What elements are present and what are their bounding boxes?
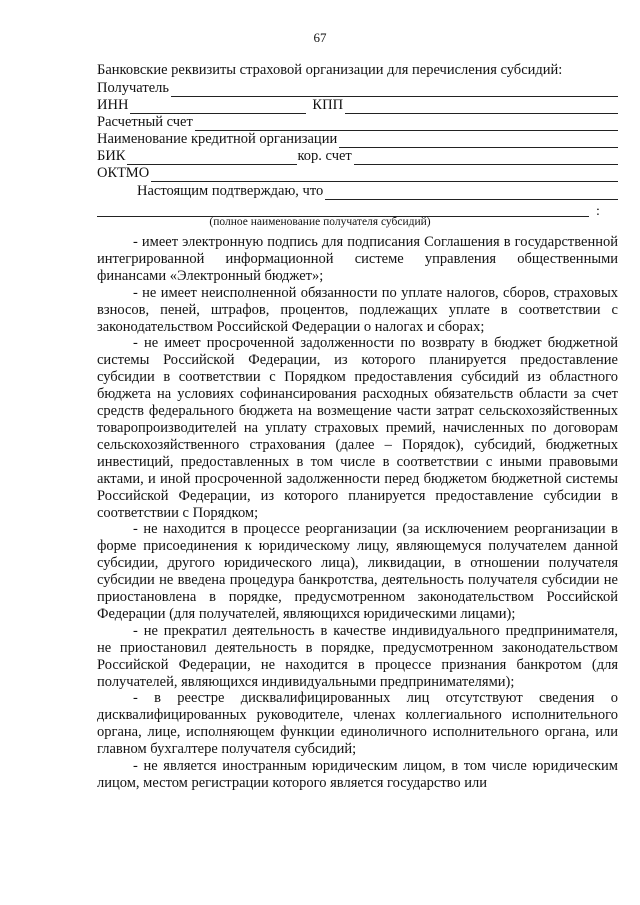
- condition-paragraph: - не является иностранным юридическим лицом, в том числе юридическим лицом, местом регистрации которого является государство или: [97, 758, 618, 791]
- account-field-line: [195, 116, 618, 131]
- recipient-label: Получатель: [97, 80, 169, 96]
- bank-name-field-line: [339, 133, 618, 148]
- bik-field-line: [127, 150, 297, 165]
- condition-paragraph: - не имеет просроченной задолженности по возврату в бюджет бюджетной системы Российской Федерации, из которого планируется предоставление субсидии в соответствии с Порядком предоставления субсидий из областного бюджета на условиях софинансирования расходных обязательств области за счет средств федерального бюджета на возмещение части затрат сельскохозяйственных товаропроизводителей на уплату страховых премий, начисленных по договорам сельскохозяйственного страхования (далее – Порядок), субсидий, бюджетных инвестиций, предоставленных в том числе в соответствии с иными правовыми актами, и иной просроченной задолженности перед бюджетом бюджетной системы Российской Федерации, из которого планируется предоставление субсидии в соответствии с Порядком;: [97, 335, 618, 521]
- account-row: [97, 114, 618, 131]
- confirm-row: [97, 183, 618, 200]
- kpp-field-line: [345, 99, 618, 114]
- bik-label: БИК: [97, 148, 126, 164]
- page-number: 67: [313, 30, 327, 45]
- conditions-body: [97, 234, 618, 792]
- confirm-label: Настоящим подтверждаю, что: [137, 183, 324, 199]
- oktmo-label: ОКТМО: [97, 165, 150, 181]
- inn-kpp-row: [97, 97, 618, 114]
- condition-paragraph: - не прекратил деятельность в качестве индивидуального предпринимателя, не приостановил деятельность в порядке, предусмотренном законодательством Российской Федерации, не находится в процессе признания банкротом (для получателей, являющихся индивидуальными предпринимателями);: [97, 622, 618, 690]
- intro-line: [97, 62, 618, 79]
- fullname-colon: :: [596, 204, 600, 219]
- bik-row: [97, 148, 618, 165]
- recipient-field-line: [171, 82, 618, 97]
- condition-paragraph: - не находится в процессе реорганизации (за исключением реорганизации в форме присоединения к юридическому лицу, являющемуся получателем данной субсидии, другого юридического лица), ликвидации, в отношении получателя субсидии не введена процедура банкротства, деятельность получателя субсидии не приостановлена в порядке, предусмотренном законодательством Российской Федерации (для получателей, являющихся юридическими лицами);: [97, 521, 618, 622]
- bank-name-label: Наименование кредитной организации: [97, 131, 338, 147]
- oktmo-field-line: [151, 167, 618, 182]
- inn-label: ИНН: [97, 97, 129, 113]
- oktmo-row: [97, 165, 618, 182]
- account-label: Расчетный счет: [97, 114, 193, 130]
- fullname-caption: (полное наименование получателя субсидий): [209, 216, 431, 228]
- corr-account-label: кор. счет: [297, 148, 352, 164]
- bank-name-row: [97, 131, 618, 148]
- inn-field-line: [130, 99, 306, 114]
- condition-paragraph: - не имеет неисполненной обязанности по уплате налогов, сборов, страховых взносов, пеней, штрафов, процентов, подлежащих уплате в соответствии с законодательством Российской Федерации о налогах и сборах;: [97, 284, 618, 335]
- condition-paragraph: - в реестре дисквалифицированных лиц отсутствуют сведения о дисквалифицированных руководителе, членах коллегиального исполнительного органа, лице, исполняющем функции единоличного исполнительного органа, или главном бухгалтере получателя субсидий;: [97, 690, 618, 758]
- intro-text: Банковские реквизиты страховой организации для перечисления субсидий:: [97, 62, 563, 78]
- confirm-field-line: [325, 185, 618, 200]
- recipient-row: [97, 80, 618, 97]
- corr-account-field-line: [354, 150, 618, 165]
- condition-paragraph: - имеет электронную подпись для подписания Соглашения в государственной интегрированной информационной системе управления общественными финансами «Электронный бюджет»;: [97, 234, 618, 284]
- kpp-label: КПП: [312, 97, 344, 113]
